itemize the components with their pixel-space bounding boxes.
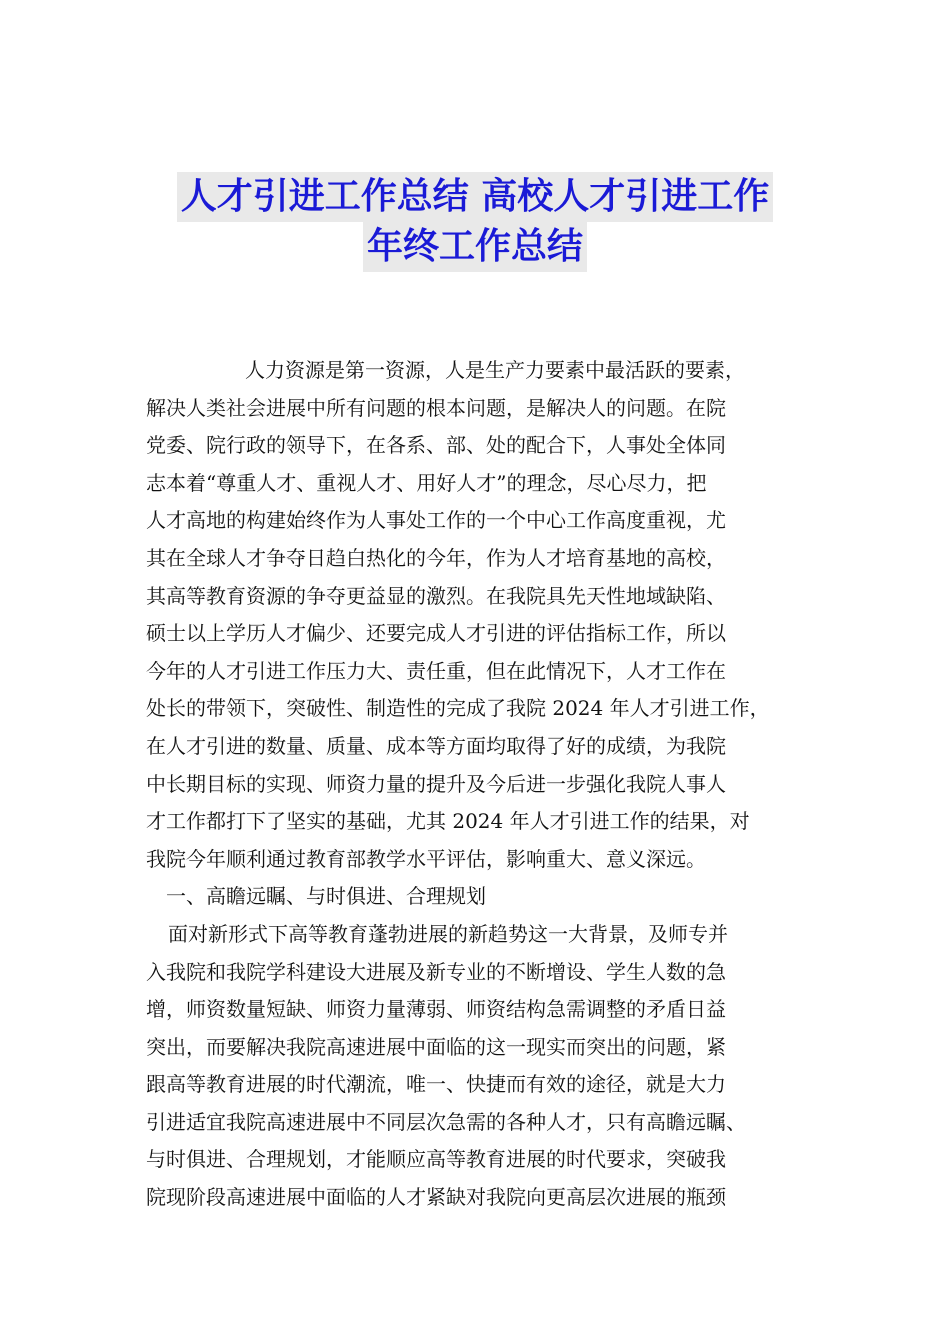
document-title [0,172,950,272]
paragraph-line: 人才高地的构建始终作为人事处工作的一个中心工作高度重视，尤 [146,508,726,533]
title-line-1: 人才引进工作总结 高校人才引进工作 [177,172,774,222]
paragraph-line: 硕士以上学历人才偏少、还要完成人才引进的评估指标工作，所以 [146,621,726,646]
paragraph-line: 引进适宜我院高速进展中不同层次急需的各种人才，只有高瞻远瞩、 [146,1109,746,1134]
paragraph-line: 我院今年顺利通过教育部教学水平评估，影响重大、意义深远。 [146,846,706,871]
paragraph-line: 人力资源是第一资源，人是生产力要素中最活跃的要素， [245,358,745,382]
paragraph-line: 面对新形式下高等教育蓬勃进展的新趋势这一大背景，及师专并 [168,921,728,946]
paragraph-line: 与时俱进、合理规划，才能顺应高等教育进展的时代要求，突破我 [146,1147,726,1172]
document-body [146,352,808,1217]
paragraph-line: 入我院和我院学科建设大进展及新专业的不断增设、学生人数的急 [146,959,726,984]
paragraph-line: 增，师资数量短缺、师资力量薄弱、师资结构急需调整的矛盾日益 [146,997,726,1022]
paragraph-line: 解决人类社会进展中所有问题的根本问题，是解决人的问题。在院 [146,395,726,420]
paragraph-line: 志本着“尊重人才、重视人才、用好人才”的理念，尽心尽力，把 [146,470,707,495]
paragraph-line: 在人才引进的数量、质量、成本等方面均取得了好的成绩，为我院 [146,733,726,758]
paragraph-line: 其高等教育资源的争夺更益显的激烈。在我院具先天性地域缺陷、 [146,583,726,608]
title-line-2: 年终工作总结 [363,222,587,272]
paragraph-line: 党委、院行政的领导下，在各系、部、处的配合下，人事处全体同 [146,433,726,458]
paragraph-line: 其在全球人才争夺日趋白热化的今年，作为人才培育基地的高校， [146,545,726,570]
paragraph-line: 跟高等教育进展的时代潮流，唯一、快捷而有效的途径，就是大力 [146,1072,726,1097]
paragraph-line: 处长的带领下，突破性、制造性的完成了我院 2024 年人才引进工作， [146,696,770,721]
paragraph-line: 中长期目标的实现、师资力量的提升及今后进一步强化我院人事人 [146,771,726,796]
paragraph-line: 突出，而要解决我院高速进展中面临的这一现实而突出的问题，紧 [146,1034,726,1059]
paragraph-line: 才工作都打下了坚实的基础，尤其 2024 年人才引进工作的结果，对 [146,809,750,834]
paragraph-line: 今年的人才引进工作压力大、责任重，但在此情况下，人才工作在 [146,658,726,683]
paragraph-line: 院现阶段高速进展中面临的人才紧缺对我院向更高层次进展的瓶颈 [146,1185,726,1210]
section-heading: 一、高瞻远瞩、与时俱进、合理规划 [166,884,486,909]
